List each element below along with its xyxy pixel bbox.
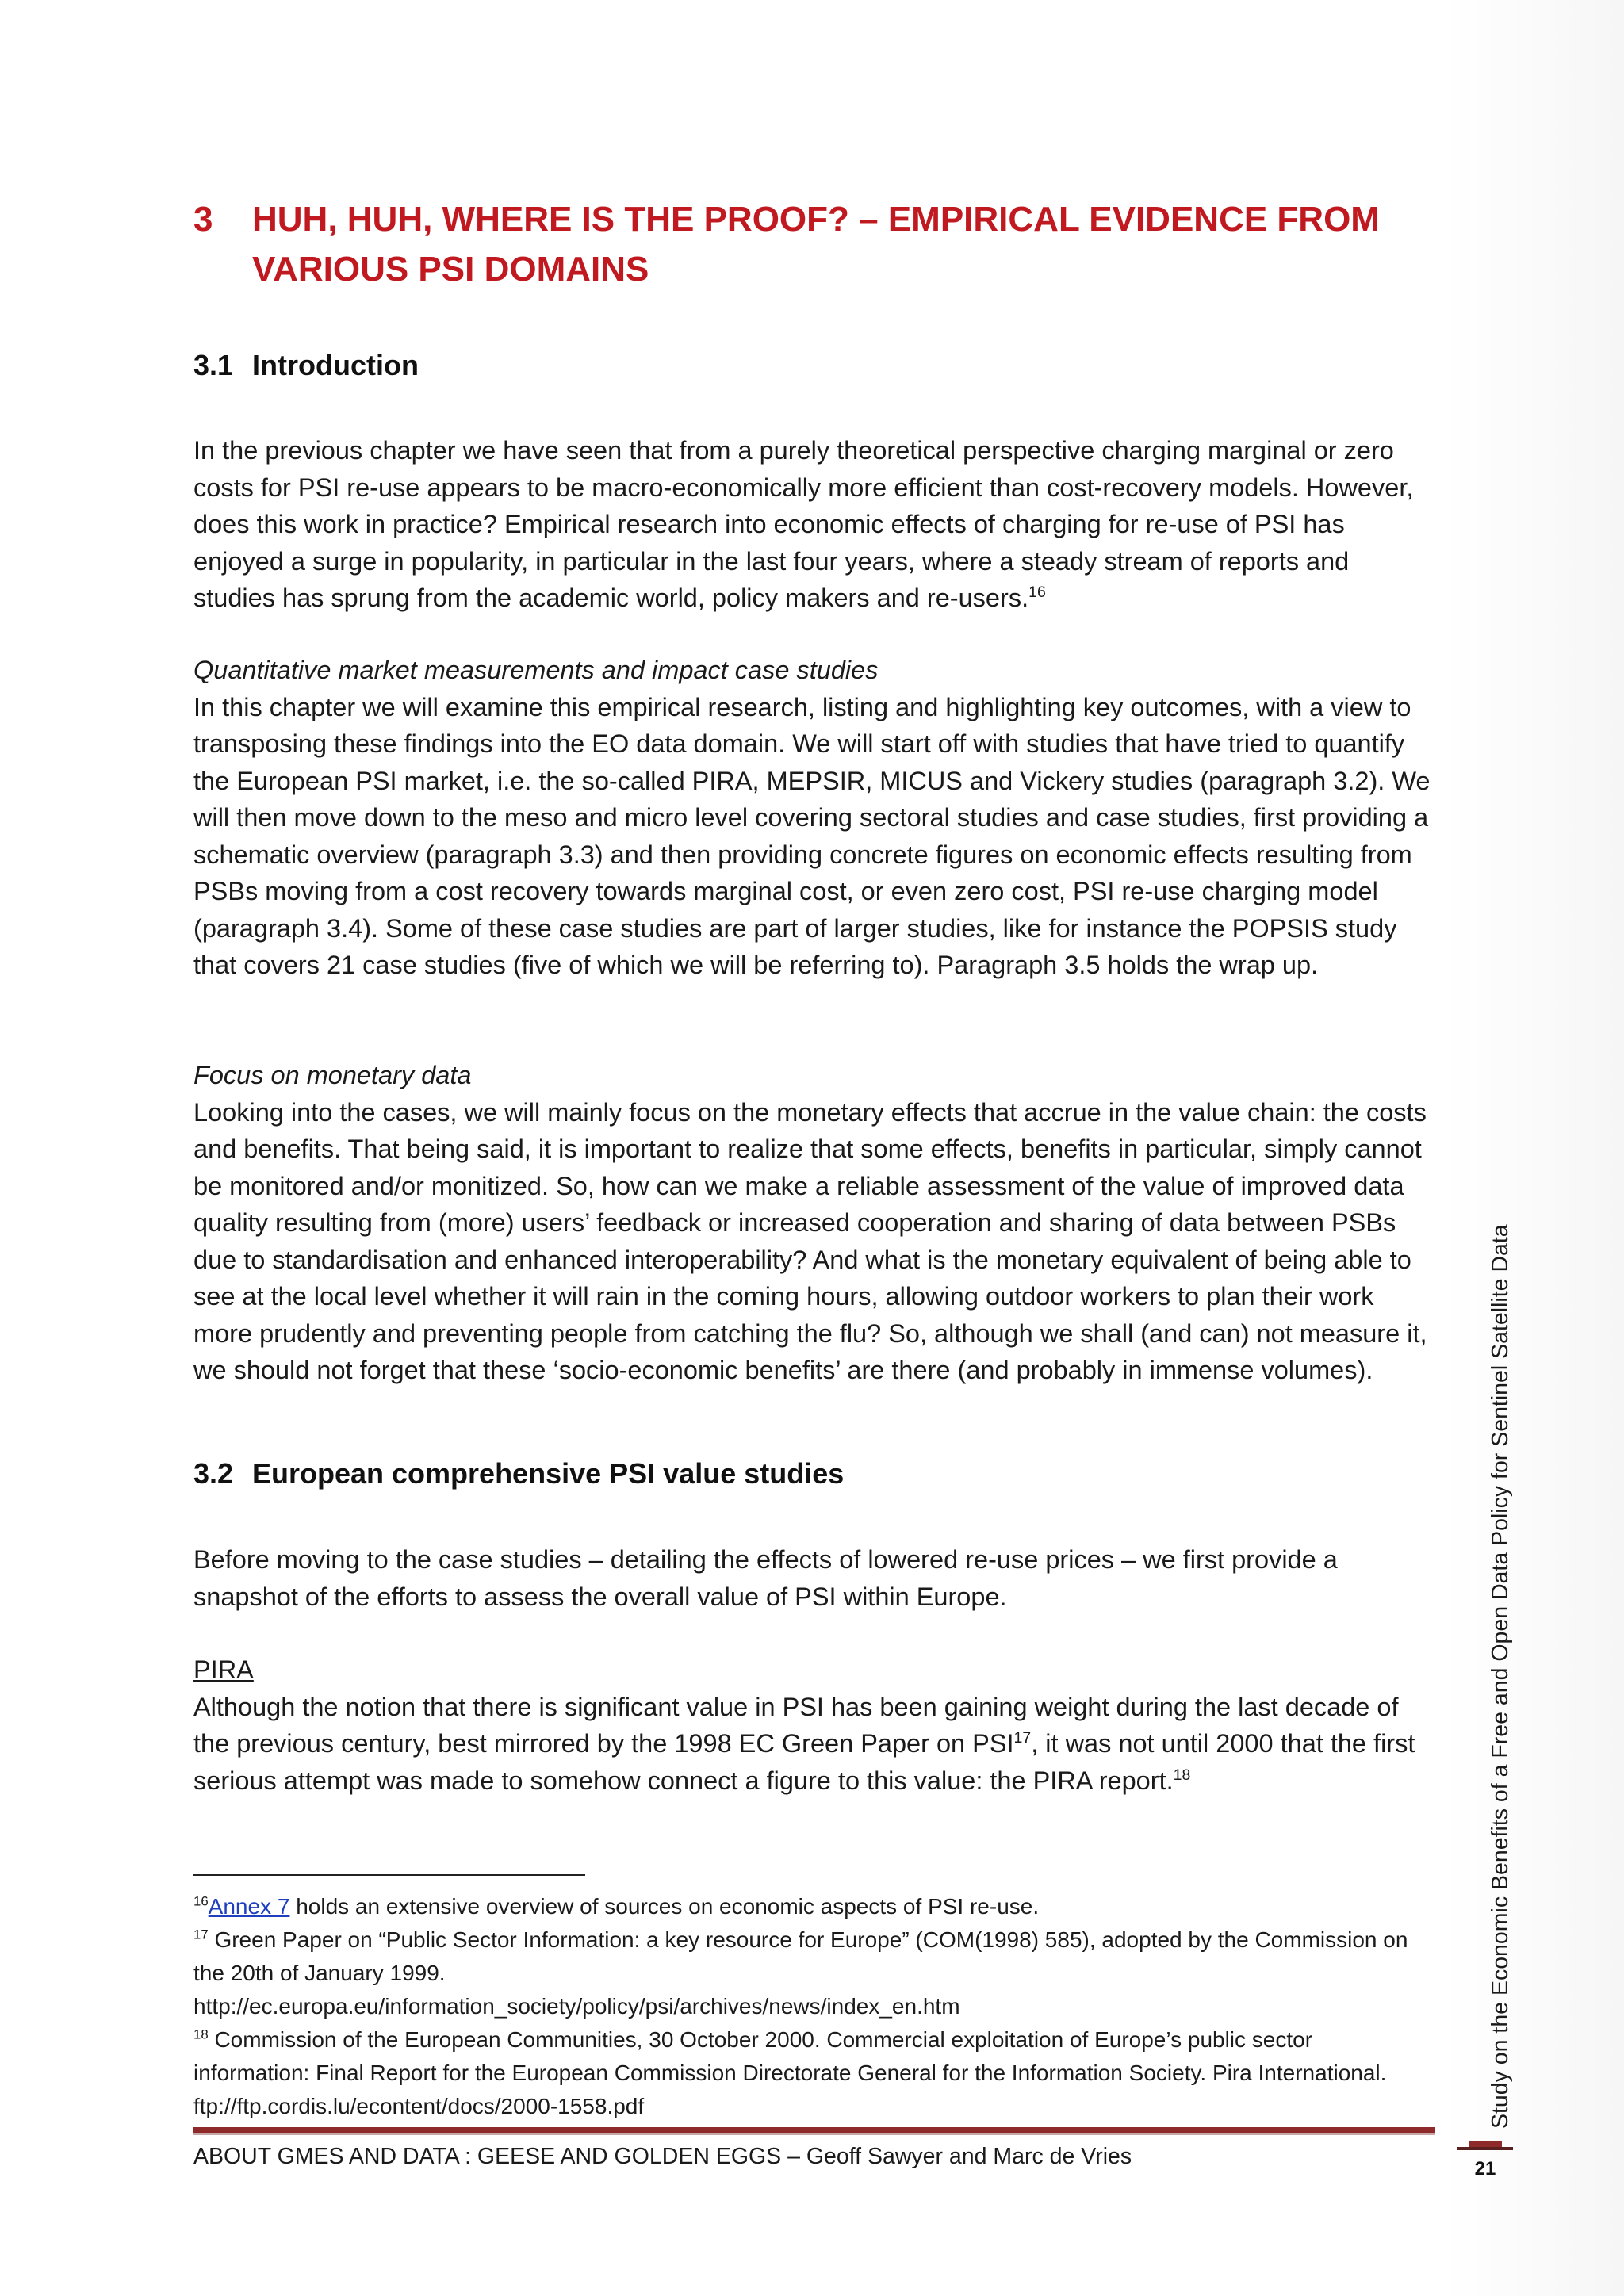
footnote-ref-16[interactable]: 16	[1028, 584, 1046, 602]
pira-text-b: , it was not until 2000 that the first serious attempt was made to somehow connect a figure to this value: the PIRA report.	[193, 1729, 1415, 1795]
intro-paragraph-3	[193, 1057, 1431, 1389]
intro-paragraph-3-text: Looking into the cases, we will mainly focus on the monetary effects that accrue in the value chain: the costs and benefits. That being said, it is important to realize that some effects, benefits in particular, simply cannot be monitored and/or monitized. So, how can we make a reliable assessment of the value of improved data quality resulting from (more) users’ feedback or increased cooperation and sharing of data between PSBs due to standardisation and enhanced interoperability? And what is the monetary equivalent of being able to see at the local level whether it will rain in the coming hours, allowing outdoor workers to plan their work more prudently and preventing people from catching the flu? So, although we shall (and can) not measure it, we should not forget that these ‘socio-economic benefits’ are there (and probably in immense volumes).	[193, 1097, 1427, 1384]
section-title: European comprehensive PSI value studies	[252, 1457, 845, 1490]
page-margin-shade	[1443, 0, 1624, 2296]
subheading-quantitative: Quantitative market measurements and impact case studies	[193, 656, 879, 684]
footnotes	[193, 1890, 1431, 2123]
section-title: Introduction	[252, 349, 419, 381]
footnote-text: Commission of the European Communities, 30 October 2000. Commercial exploitation of Europe’s public sector information: Final Report for the European Commission Directorate General for the Information Society. Pira International. ftp://ftp.cordis.lu/econtent/docs/2000-1558.pdf	[193, 2027, 1387, 2118]
subheading-pira: PIRA	[193, 1655, 254, 1684]
footnote-17-url: http://ec.europa.eu/information_society/policy/psi/archives/news/index_en.htm	[193, 1994, 960, 2019]
intro-paragraph-2-text: In this chapter we will examine this empirical research, listing and highlighting key outcomes, with a view to transposing these findings into the EO data domain. We will start off with studies that have tried to quantify the European PSI market, i.e. the so-called PIRA, MEPSIR, MICUS and Vickery studies (paragraph 3.2). We will then move down to the meso and micro level covering sectoral studies and case studies, first providing a schematic overview (paragraph 3.3) and then providing concrete figures on economic effects resulting from PSBs moving from a cost recovery towards marginal cost, or even zero cost, PSI re-use charging model (paragraph 3.4). Some of these case studies are part of larger studies, like for instance the POPSIS study that covers 21 case studies (five of which we will be referring to). Paragraph 3.5 holds the wrap up.	[193, 692, 1431, 979]
chapter-title: HUH, HUH, WHERE IS THE PROOF? – EMPIRICAL EVIDENCE FROM VARIOUS PSI DOMAINS	[252, 200, 1380, 289]
psi-paragraph-pira	[193, 1651, 1431, 1799]
psi-paragraph-1-text: Before moving to the case studies – detailing the effects of lowered re-use prices – we first provide a snapshot of the efforts to assess the overall value of PSI within Europe.	[193, 1545, 1338, 1611]
chapter-number: 3	[193, 200, 213, 239]
page-number-tab	[1469, 2141, 1502, 2147]
intro-paragraph-2	[193, 652, 1431, 984]
footnote-17	[193, 1923, 1431, 1990]
section-heading-psi-value	[193, 1457, 844, 1490]
psi-paragraph-1	[193, 1541, 1431, 1615]
footnote-number: 17	[193, 1927, 209, 1942]
footer-divider	[193, 2127, 1435, 2135]
footnote-16	[193, 1890, 1431, 1923]
side-running-title: Study on the Economic Benefits of a Free and Open Data Policy for Sentinel Satellite Data	[1488, 1224, 1513, 2129]
footnote-divider	[193, 1874, 585, 1876]
section-number: 3.1	[193, 349, 234, 381]
footnote-text: Green Paper on “Public Sector Information: a key resource for Europe” (COM(1998) 585), adopted by the Commission on the 20th of January 1999.	[193, 1927, 1408, 1985]
page-number-rule	[1457, 2147, 1513, 2150]
pira-text-a: Although the notion that there is significant value in PSI has been gaining weight during the last decade of the previous century, best mirrored by the 1998 EC Green Paper on PSI	[193, 1692, 1399, 1758]
annex-7-link[interactable]: Annex 7	[208, 1894, 290, 1919]
footnote-ref-17[interactable]: 17	[1013, 1729, 1032, 1747]
intro-paragraph-1	[193, 432, 1431, 617]
chapter-heading	[193, 194, 1431, 294]
footnote-number: 16	[193, 1893, 209, 1909]
page-number: 21	[1474, 2158, 1496, 2179]
section-number: 3.2	[193, 1457, 234, 1490]
section-heading-introduction	[193, 349, 419, 382]
subheading-monetary: Focus on monetary data	[193, 1061, 472, 1089]
footnote-ref-18[interactable]: 18	[1173, 1766, 1191, 1784]
footnote-18	[193, 2023, 1431, 2123]
footer-title: ABOUT GMES AND DATA : GEESE AND GOLDEN EGGS – Geoff Sawyer and Marc de Vries	[193, 2144, 1132, 2169]
intro-paragraph-1-text: In the previous chapter we have seen that from a purely theoretical perspective charging marginal or zero costs for PSI re-use appears to be macro-economically more efficient than cost-recovery models. However, does this work in practice? Empirical research into economic effects of charging for re-use of PSI has enjoyed a surge in popularity, in particular in the last four years, where a steady stream of reports and studies has sprung from the academic world, policy makers and re-users.	[193, 436, 1414, 612]
footnote-number: 18	[193, 2026, 209, 2042]
footnote-text: holds an extensive overview of sources on economic aspects of PSI re-use.	[289, 1894, 1040, 1919]
